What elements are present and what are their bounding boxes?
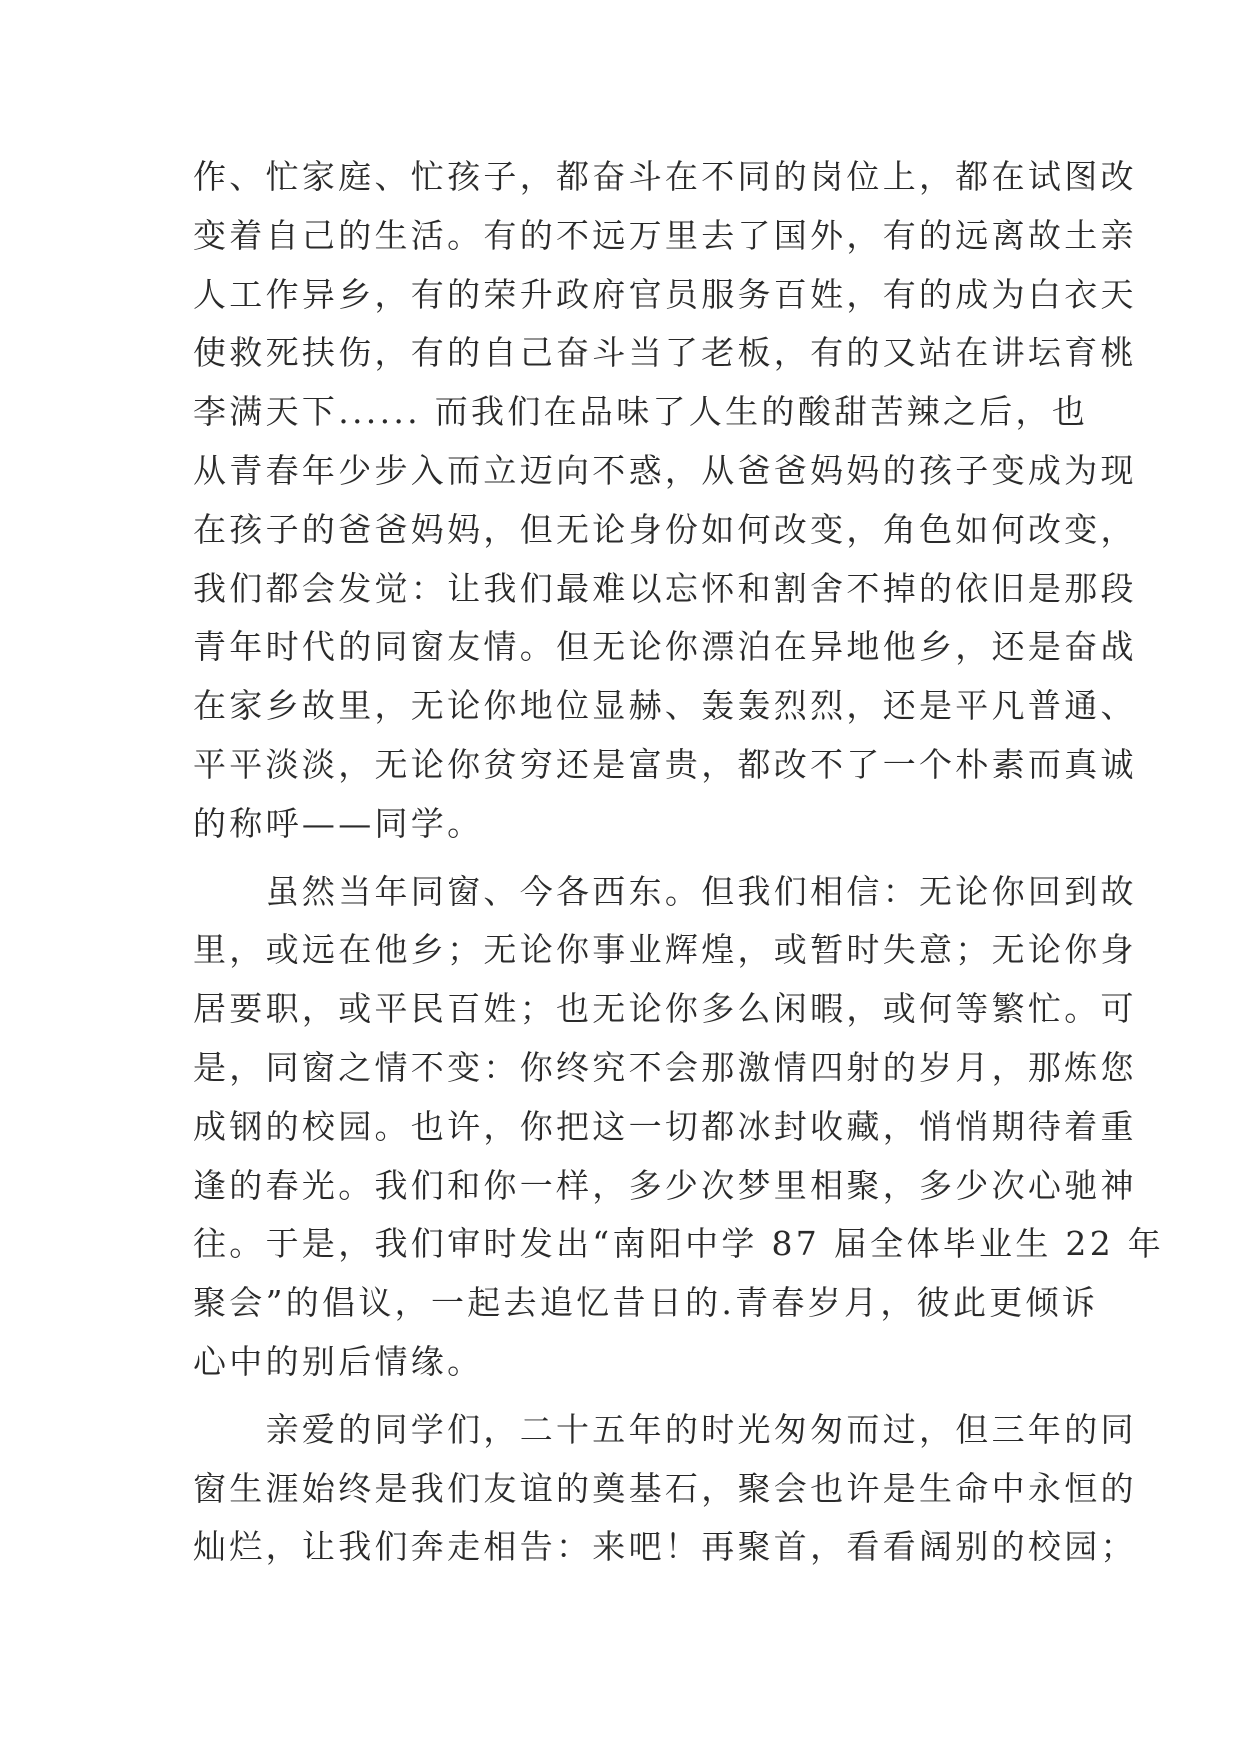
text-line: 心中的别后情缘。 bbox=[193, 1341, 484, 1381]
body-text bbox=[193, 148, 1165, 1577]
text-line: 居要职，或平民百姓；也无论你多么闲暇，或何等繁忙。可 bbox=[193, 989, 1137, 1029]
text-line: 作、忙家庭、忙孩子，都奋斗在不同的岗位上，都在试图改 bbox=[193, 157, 1137, 196]
text-line: 青年时代的同窗友情。但无论你漂泊在异地他乡，还是奋战 bbox=[193, 627, 1137, 667]
paragraph-gap bbox=[193, 854, 1063, 863]
text-line: 变着自己的生活。有的不远万里去了国外，有的远离故土亲 bbox=[193, 215, 1137, 255]
text-line: 灿烂，让我们奔走相告：来吧！再聚首，看看阔别的校园； bbox=[193, 1527, 1137, 1567]
text-line: 使救死扶伤，有的自己奋斗当了老板，有的又站在讲坛育桃 bbox=[193, 333, 1137, 373]
text-line: 从青春年少步入而立迈向不惑，从爸爸妈妈的孩子变成为现 bbox=[193, 450, 1137, 490]
text-line: 窗生涯始终是我们友谊的奠基石，聚会也许是生命中永恒的 bbox=[193, 1468, 1137, 1508]
text-line: 成钢的校园。也许，你把这一切都冰封收藏，悄悄期待着重 bbox=[193, 1106, 1137, 1146]
paragraph-gap bbox=[193, 1392, 1063, 1401]
text-line: 逢的春光。我们和你一样，多少次梦里相聚，多少次心驰神 bbox=[193, 1165, 1137, 1205]
text-line: 虽然当年同窗、今各西东。但我们相信：无论你回到故 bbox=[193, 871, 1137, 911]
text-line: 的称呼——同学。 bbox=[193, 803, 484, 843]
text-line: 我们都会发觉：让我们最难以忘怀和割舍不掉的依旧是那段 bbox=[193, 568, 1137, 608]
text-line: 亲爱的同学们，二十五年的时光匆匆而过，但三年的同 bbox=[193, 1409, 1137, 1449]
text-line: 是，同窗之情不变：你终究不会那激情四射的岁月，那炼您 bbox=[193, 1047, 1137, 1087]
text-line: 人工作异乡，有的荣升政府官员服务百姓，有的成为白衣天 bbox=[193, 274, 1137, 314]
text-line: 在孩子的爸爸妈妈，但无论身份如何改变，角色如何改变， bbox=[193, 509, 1137, 549]
text-line: 平平淡淡，无论你贫穷还是富贵，都改不了一个朴素而真诚 bbox=[193, 744, 1137, 784]
text-line: 聚会”的倡议，一起去追忆昔日的.青春岁月，彼此更倾诉 bbox=[193, 1283, 1099, 1323]
text-line: 里，或远在他乡；无论你事业辉煌，或暂时失意；无论你身 bbox=[193, 930, 1137, 970]
text-line: 李满天下...... 而我们在品味了人生的酸甜苦辣之后，也 bbox=[193, 392, 1089, 432]
text-line: 在家乡故里，无论你地位显赫、轰轰烈烈，还是平凡普通、 bbox=[193, 686, 1137, 726]
text-line: 往。于是，我们审时发出“南阳中学 87 届全体毕业生 22 年 bbox=[193, 1224, 1165, 1264]
